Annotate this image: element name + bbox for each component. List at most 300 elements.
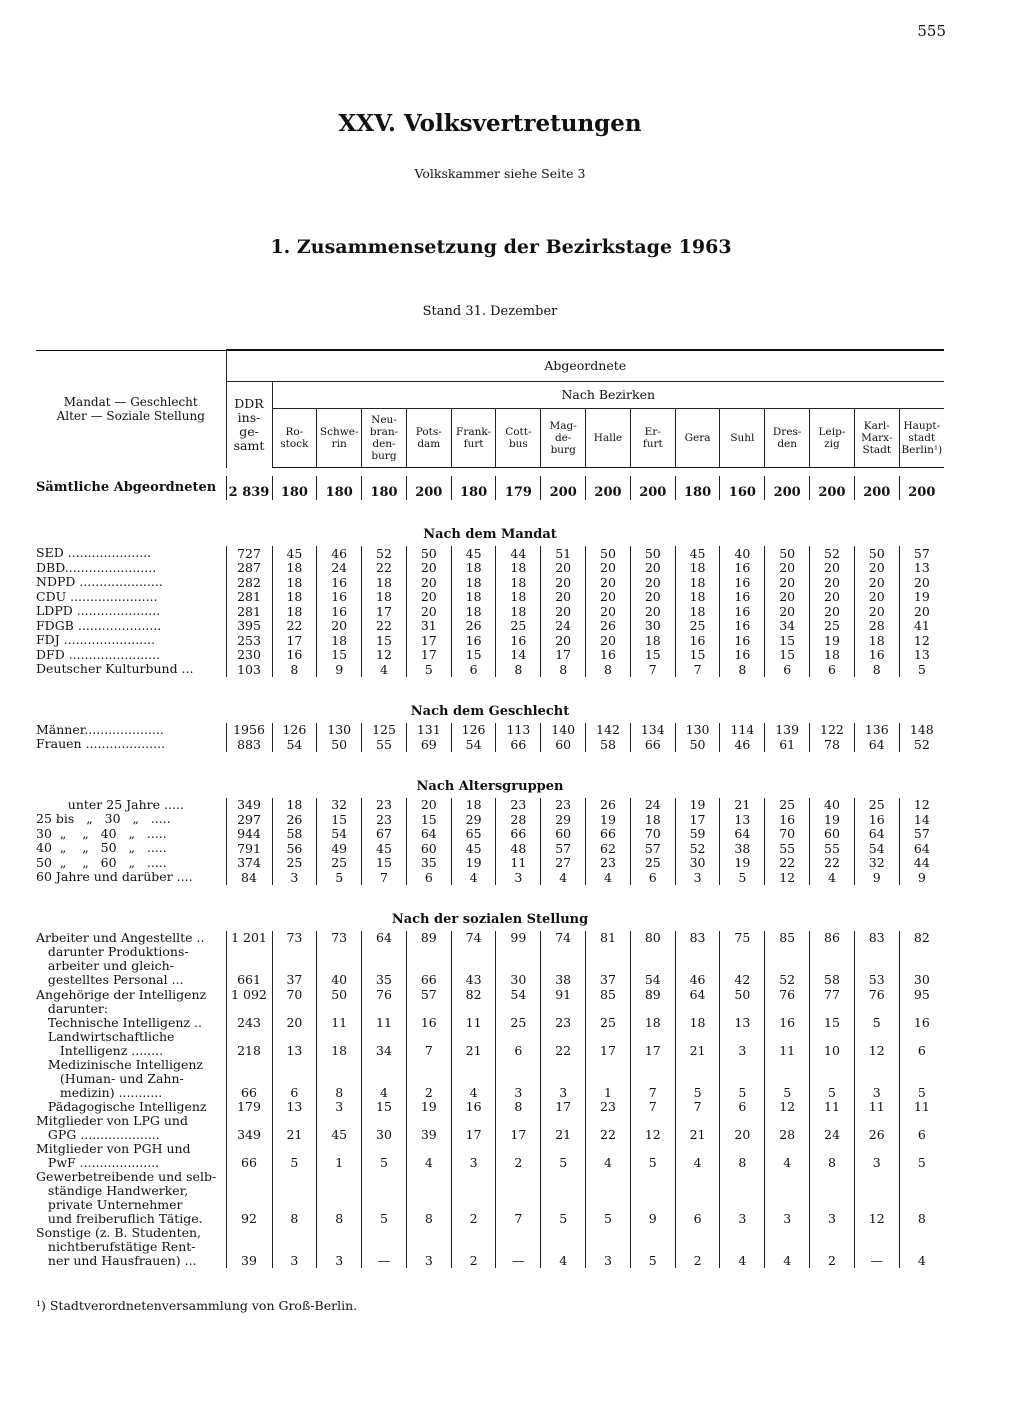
table-row: [36, 619, 944, 634]
cell-value: 11: [765, 1030, 810, 1058]
cell-value: 58: [272, 827, 317, 842]
row-label: FDJ .......................: [36, 633, 156, 648]
bezirk-header: Mag- de- burg: [541, 409, 586, 468]
row-label: Deutscher Kulturbund ...: [36, 662, 194, 677]
cell-value: 57: [899, 546, 944, 561]
cell-value: 50: [630, 546, 675, 561]
cell-value: 25: [317, 856, 362, 871]
cell-value: 16: [720, 648, 765, 663]
cell-value: 281: [226, 590, 272, 605]
cell-value: 15: [406, 812, 451, 827]
cell-value: 10: [810, 1030, 855, 1058]
cell-value: 2: [451, 1170, 496, 1226]
cell-value: 11: [854, 1100, 899, 1115]
cell-value: 54: [630, 945, 675, 987]
section-heading: Nach der sozialen Stellung: [391, 911, 589, 927]
cell-value: 20: [630, 604, 675, 619]
cell-value: 20: [765, 604, 810, 619]
cell-value: 85: [586, 987, 631, 1002]
cell-value: 66: [496, 737, 541, 752]
cell-value: 661: [226, 945, 272, 987]
cell-value: 8: [810, 1142, 855, 1170]
cell-value: 55: [765, 841, 810, 856]
cell-value: 42: [720, 945, 765, 987]
cell-value: 61: [765, 737, 810, 752]
cell-value: 64: [406, 827, 451, 842]
cell-value: 3: [854, 1058, 899, 1100]
cell-value: 25: [496, 1002, 541, 1030]
cell-value: 2: [810, 1226, 855, 1268]
cell-value: 20: [899, 575, 944, 590]
table-row: [36, 1226, 944, 1268]
cell-value: 20: [541, 604, 586, 619]
total-value: 180: [451, 476, 496, 500]
cell-value: 19: [586, 812, 631, 827]
cell-value: 18: [630, 812, 675, 827]
cell-value: 8: [317, 1058, 362, 1100]
cell-value: 50: [317, 737, 362, 752]
cell-value: 20: [899, 604, 944, 619]
cell-value: 20: [810, 575, 855, 590]
section-title: 1. Zusammensetzung der Bezirkstage 1963: [270, 236, 732, 258]
cell-value: 35: [406, 856, 451, 871]
cell-value: 16: [899, 1002, 944, 1030]
cell-value: 39: [406, 1114, 451, 1142]
cell-value: 103: [226, 662, 272, 677]
cell-value: 4: [899, 1226, 944, 1268]
cell-value: 3: [451, 1142, 496, 1170]
cell-value: 18: [272, 561, 317, 576]
table-row: [36, 1030, 944, 1058]
cell-value: 16: [720, 561, 765, 576]
cell-value: 45: [317, 1114, 362, 1142]
cell-value: 20: [586, 575, 631, 590]
cell-value: 8: [541, 662, 586, 677]
table-row: [36, 604, 944, 619]
cell-value: 8: [406, 1170, 451, 1226]
cell-value: 281: [226, 604, 272, 619]
cell-value: 23: [541, 798, 586, 813]
cell-value: 16: [720, 633, 765, 648]
cell-value: 19: [406, 1100, 451, 1115]
cell-value: 3: [810, 1170, 855, 1226]
cell-value: 19: [451, 856, 496, 871]
section-header-row: [36, 885, 944, 931]
cell-value: 12: [899, 633, 944, 648]
cell-value: 24: [317, 561, 362, 576]
total-value: 200: [899, 476, 944, 500]
cell-value: 12: [854, 1170, 899, 1226]
cell-value: 4: [675, 1142, 720, 1170]
cell-value: 20: [854, 604, 899, 619]
cell-value: 85: [765, 931, 810, 946]
cell-value: 8: [496, 1100, 541, 1115]
cell-value: 7: [630, 1100, 675, 1115]
cell-value: 45: [362, 841, 407, 856]
cell-value: 18: [496, 561, 541, 576]
cell-value: 8: [586, 662, 631, 677]
cell-value: 20: [630, 561, 675, 576]
cell-value: 13: [720, 812, 765, 827]
row-label: Männer....................: [36, 722, 164, 737]
cell-value: 15: [810, 1002, 855, 1030]
cell-value: 16: [675, 633, 720, 648]
cell-value: 57: [899, 827, 944, 842]
cell-value: 230: [226, 648, 272, 663]
cell-value: —: [496, 1226, 541, 1268]
cell-value: 9: [317, 662, 362, 677]
cell-value: 8: [496, 662, 541, 677]
cell-value: 20: [810, 590, 855, 605]
cell-value: 17: [406, 648, 451, 663]
cell-value: 34: [765, 619, 810, 634]
table-row: [36, 561, 944, 576]
cell-value: 18: [272, 798, 317, 813]
cell-value: 349: [226, 798, 272, 813]
cell-value: 18: [451, 575, 496, 590]
cell-value: 3: [675, 870, 720, 885]
cell-value: 20: [765, 561, 810, 576]
cell-value: 14: [496, 648, 541, 663]
cell-value: 20: [854, 590, 899, 605]
cell-value: 18: [496, 604, 541, 619]
cell-value: 20: [586, 633, 631, 648]
cell-value: 5: [720, 870, 765, 885]
cell-value: 17: [675, 812, 720, 827]
cell-value: 282: [226, 575, 272, 590]
cell-value: 5: [541, 1170, 586, 1226]
cell-value: 6: [765, 662, 810, 677]
cell-value: 35: [362, 945, 407, 987]
table-row: [36, 1170, 944, 1226]
cell-value: 82: [451, 987, 496, 1002]
cell-value: 1 201: [226, 931, 272, 946]
row-label: Mitglieder von LPG und GPG ....................: [36, 1114, 188, 1142]
cell-value: 18: [317, 633, 362, 648]
subtitle: Volkskammer siehe Seite 3: [414, 166, 586, 181]
cell-value: 54: [272, 737, 317, 752]
cell-value: 20: [765, 590, 810, 605]
cell-value: 20: [406, 575, 451, 590]
cell-value: 15: [362, 856, 407, 871]
section-header-row: [36, 752, 944, 798]
cell-value: 52: [765, 945, 810, 987]
cell-value: 17: [272, 633, 317, 648]
cell-value: 5: [586, 1170, 631, 1226]
page-title: XXV. Volksvertretungen: [338, 110, 642, 137]
cell-value: 54: [854, 841, 899, 856]
row-label: 30 „ „ 40 „ .....: [36, 826, 167, 841]
table-row: [36, 1058, 944, 1100]
cell-value: 21: [451, 1030, 496, 1058]
cell-value: 9: [854, 870, 899, 885]
cell-value: 43: [451, 945, 496, 987]
cell-value: —: [362, 1226, 407, 1268]
cell-value: 80: [630, 931, 675, 946]
cell-value: 130: [317, 723, 362, 738]
cell-value: 21: [720, 798, 765, 813]
cell-value: 20: [810, 604, 855, 619]
cell-value: 5: [899, 662, 944, 677]
total-value: 200: [586, 476, 631, 500]
row-label: darunter Produktions- arbeiter und gleich- gestelltes Personal ...: [47, 945, 189, 987]
cell-value: 5: [362, 1170, 407, 1226]
cell-value: 27: [541, 856, 586, 871]
bezirk-header: Ro- stock: [272, 409, 317, 468]
cell-value: 23: [541, 1002, 586, 1030]
cell-value: 16: [451, 1100, 496, 1115]
cell-value: 48: [496, 841, 541, 856]
cell-value: 23: [586, 856, 631, 871]
cell-value: 66: [496, 827, 541, 842]
cell-value: 17: [630, 1030, 675, 1058]
cell-value: 297: [226, 812, 272, 827]
table-body: [36, 468, 944, 1269]
cell-value: 20: [406, 604, 451, 619]
cell-value: 38: [541, 945, 586, 987]
cell-value: 140: [541, 723, 586, 738]
cell-value: 76: [765, 987, 810, 1002]
cell-value: 22: [272, 619, 317, 634]
cell-value: 52: [810, 546, 855, 561]
cell-value: 52: [899, 737, 944, 752]
cell-value: 4: [765, 1226, 810, 1268]
cell-value: 2: [496, 1142, 541, 1170]
cell-value: 1 092: [226, 987, 272, 1002]
cell-value: 30: [899, 945, 944, 987]
table-row: [36, 827, 944, 842]
cell-value: 21: [675, 1030, 720, 1058]
cell-value: 18: [451, 798, 496, 813]
cell-value: 14: [899, 812, 944, 827]
cell-value: 5: [630, 1142, 675, 1170]
cell-value: 16: [765, 1002, 810, 1030]
row-label: DFD .......................: [36, 647, 161, 662]
row-label: FDGB .....................: [36, 618, 162, 633]
cell-value: 54: [317, 827, 362, 842]
cell-value: 45: [272, 546, 317, 561]
total-value: 179: [496, 476, 541, 500]
cell-value: 8: [720, 662, 765, 677]
cell-value: 6: [496, 1030, 541, 1058]
cell-value: 18: [362, 590, 407, 605]
cell-value: 4: [586, 870, 631, 885]
cell-value: 56: [272, 841, 317, 856]
cell-value: 76: [362, 987, 407, 1002]
cell-value: 8: [854, 662, 899, 677]
row-label: darunter: Technische Intelligenz ..: [47, 1001, 202, 1030]
cell-value: 12: [362, 648, 407, 663]
cell-value: 22: [362, 619, 407, 634]
cell-value: 5: [317, 870, 362, 885]
row-label: DBD.......................: [36, 560, 157, 575]
cell-value: 16: [720, 590, 765, 605]
cell-value: 17: [451, 1114, 496, 1142]
cell-value: 4: [406, 1142, 451, 1170]
cell-value: 6: [406, 870, 451, 885]
cell-value: 113: [496, 723, 541, 738]
cell-value: 18: [810, 648, 855, 663]
cell-value: 89: [630, 987, 675, 1002]
cell-value: 7: [362, 870, 407, 885]
total-value: 160: [720, 476, 765, 500]
cell-value: 59: [675, 827, 720, 842]
cell-value: 5: [720, 1058, 765, 1100]
bezirk-header: Leip- zig: [810, 409, 855, 468]
cell-value: 20: [765, 575, 810, 590]
cell-value: 20: [810, 561, 855, 576]
bezirk-header: Er- furt: [630, 409, 675, 468]
cell-value: 67: [362, 827, 407, 842]
stand-date: Stand 31. Dezember: [422, 304, 558, 319]
cell-value: 78: [810, 737, 855, 752]
cell-value: 5: [899, 1142, 944, 1170]
cell-value: 4: [720, 1226, 765, 1268]
cell-value: 22: [765, 856, 810, 871]
bezirk-header: Suhl: [720, 409, 765, 468]
cell-value: 3: [496, 1058, 541, 1100]
cell-value: 64: [899, 841, 944, 856]
cell-value: 46: [317, 546, 362, 561]
cell-value: 5: [810, 1058, 855, 1100]
cell-value: 16: [765, 812, 810, 827]
cell-value: 28: [496, 812, 541, 827]
cell-value: 13: [272, 1030, 317, 1058]
cell-value: 20: [317, 619, 362, 634]
cell-value: 3: [720, 1170, 765, 1226]
cell-value: 29: [451, 812, 496, 827]
row-label: unter 25 Jahre .....: [36, 797, 184, 812]
cell-value: 3: [765, 1170, 810, 1226]
table-row: [36, 1142, 944, 1170]
cell-value: 20: [406, 590, 451, 605]
cell-value: 76: [854, 987, 899, 1002]
cell-value: 30: [362, 1114, 407, 1142]
total-label: Sämtliche Abgeordneten: [36, 480, 217, 495]
table-row: [36, 590, 944, 605]
cell-value: 15: [765, 633, 810, 648]
cell-value: 50: [406, 546, 451, 561]
cell-value: 19: [899, 590, 944, 605]
cell-value: 4: [541, 870, 586, 885]
cell-value: 6: [899, 1114, 944, 1142]
table-row: [36, 945, 944, 987]
cell-value: 50: [854, 546, 899, 561]
cell-value: 18: [272, 575, 317, 590]
cell-value: 58: [810, 945, 855, 987]
cell-value: 7: [406, 1030, 451, 1058]
cell-value: 139: [765, 723, 810, 738]
cell-value: 91: [541, 987, 586, 1002]
cell-value: 41: [899, 619, 944, 634]
bezirk-header: Pots- dam: [406, 409, 451, 468]
cell-value: 7: [630, 662, 675, 677]
cell-value: 20: [406, 561, 451, 576]
cell-value: 17: [406, 633, 451, 648]
cell-value: 26: [854, 1114, 899, 1142]
cell-value: 62: [586, 841, 631, 856]
cell-value: 44: [496, 546, 541, 561]
table-row: [36, 633, 944, 648]
cell-value: 16: [720, 604, 765, 619]
cell-value: 1: [586, 1058, 631, 1100]
cell-value: 19: [675, 798, 720, 813]
total-value: 200: [406, 476, 451, 500]
cell-value: 29: [541, 812, 586, 827]
cell-value: 6: [630, 870, 675, 885]
footnote: ¹) Stadtverordnetenversammlung von Groß-Berlin.: [36, 1298, 358, 1313]
cell-value: 52: [362, 546, 407, 561]
cell-value: 55: [362, 737, 407, 752]
cell-value: 15: [451, 648, 496, 663]
cell-value: 40: [317, 945, 362, 987]
cell-value: 20: [272, 1002, 317, 1030]
cell-value: 54: [451, 737, 496, 752]
cell-value: 65: [451, 827, 496, 842]
cell-value: 7: [675, 662, 720, 677]
cell-value: 37: [586, 945, 631, 987]
cell-value: 60: [406, 841, 451, 856]
cell-value: 5: [362, 1142, 407, 1170]
cell-value: 17: [586, 1030, 631, 1058]
cell-value: 60: [541, 827, 586, 842]
cell-value: 50: [720, 987, 765, 1002]
cell-value: 18: [272, 604, 317, 619]
cell-value: 5: [854, 1002, 899, 1030]
cell-value: 21: [675, 1114, 720, 1142]
ddr-header: DDR ins- ge- samt: [226, 382, 272, 468]
cell-value: 19: [810, 633, 855, 648]
cell-value: 64: [362, 931, 407, 946]
cell-value: 2: [451, 1226, 496, 1268]
row-label: 40 „ „ 50 „ .....: [36, 841, 167, 856]
cell-value: 18: [451, 590, 496, 605]
spacer-cell: [36, 468, 944, 477]
cell-value: 66: [226, 1058, 272, 1100]
cell-value: 26: [451, 619, 496, 634]
cell-value: 5: [406, 662, 451, 677]
cell-value: 12: [630, 1114, 675, 1142]
cell-value: 73: [317, 931, 362, 946]
cell-value: 6: [451, 662, 496, 677]
cell-value: 70: [765, 827, 810, 842]
bezirk-header: Haupt- stadt Berlin¹): [899, 409, 944, 468]
section-header-row: [36, 677, 944, 723]
cell-value: 30: [675, 856, 720, 871]
cell-value: 5: [899, 1058, 944, 1100]
cell-value: 18: [675, 590, 720, 605]
cell-value: 20: [541, 633, 586, 648]
cell-value: 20: [586, 590, 631, 605]
cell-value: 16: [317, 590, 362, 605]
row-label: Mitglieder von PGH und PwF ....................: [36, 1142, 191, 1170]
cell-value: 23: [362, 798, 407, 813]
cell-value: 30: [496, 945, 541, 987]
row-label: NDPD .....................: [36, 575, 163, 590]
table-row: [36, 987, 944, 1002]
table-row: [36, 856, 944, 871]
cell-value: 77: [810, 987, 855, 1002]
cell-value: 89: [406, 931, 451, 946]
cell-value: 26: [586, 619, 631, 634]
cell-value: 11: [810, 1100, 855, 1115]
row-label: Pädagogische Intelligenz: [36, 1099, 207, 1114]
cell-value: 73: [272, 931, 317, 946]
total-row: [36, 476, 944, 500]
cell-value: 5: [272, 1142, 317, 1170]
spacer-row: [36, 468, 944, 477]
cell-value: 4: [451, 870, 496, 885]
